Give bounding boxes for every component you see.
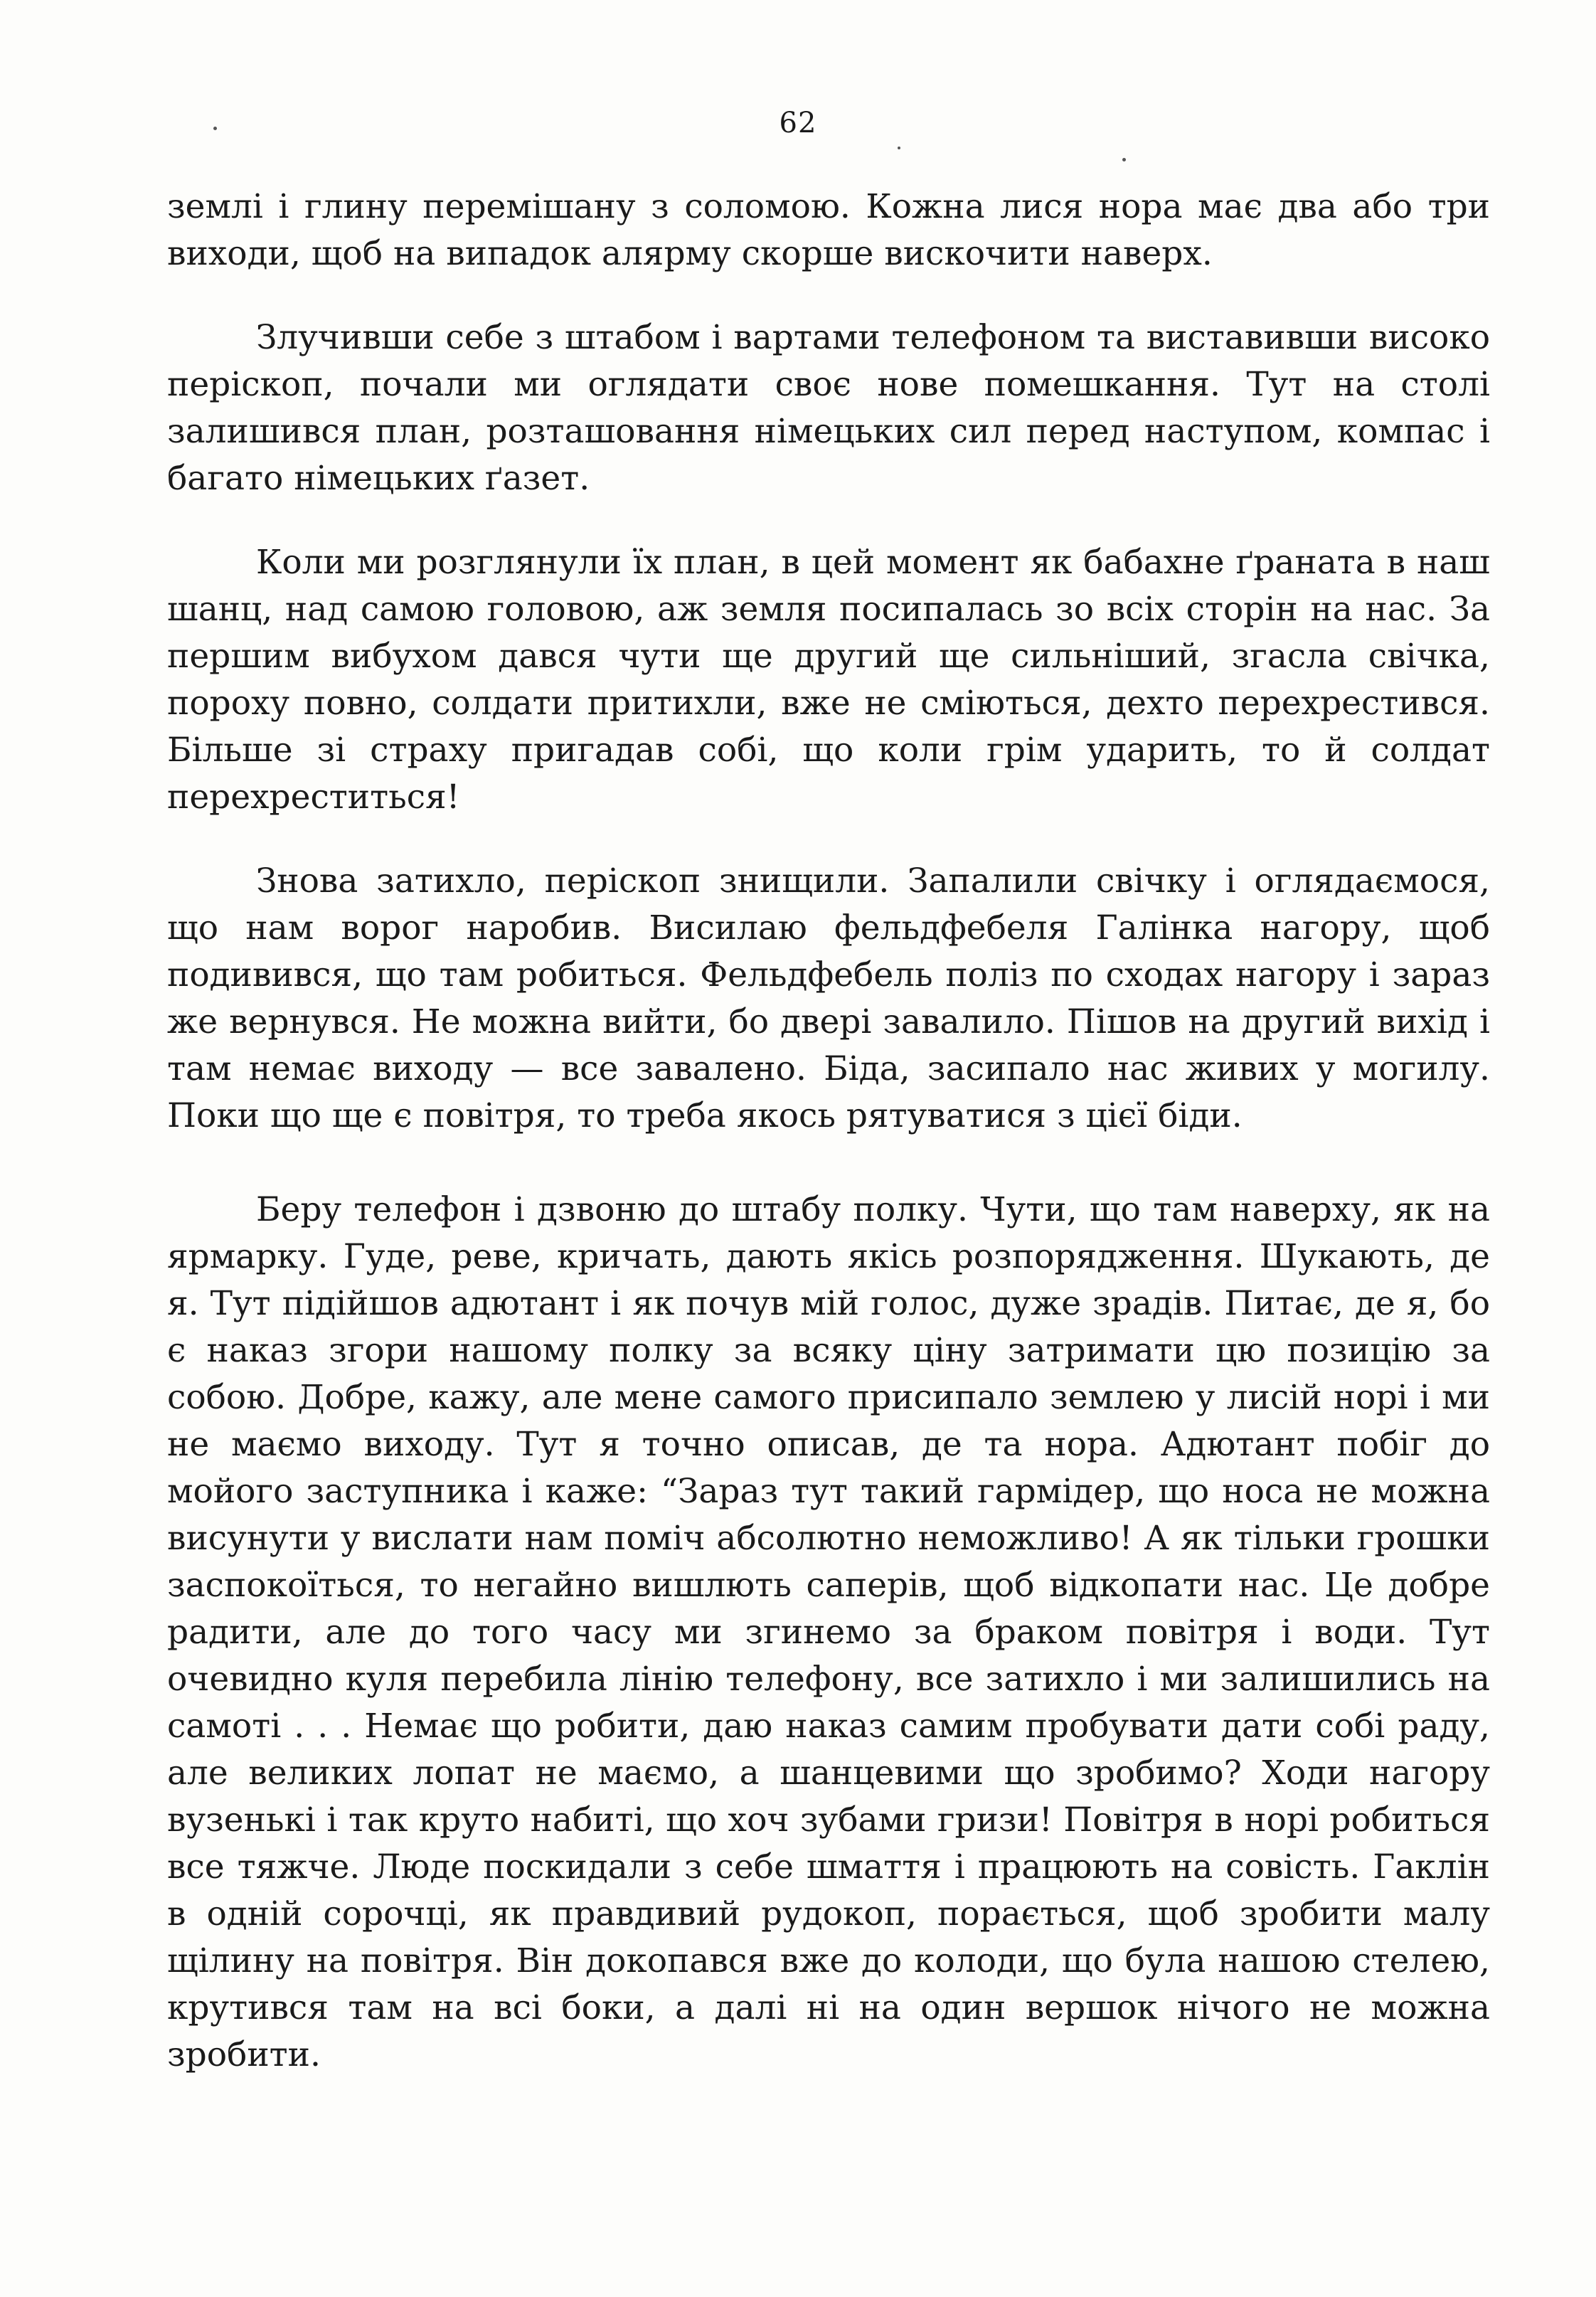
body-text xyxy=(167,184,1490,2079)
paragraph: Коли ми розглянули їх план, в цей момент як бабахне ґраната в наш шанц, над самою головою, аж земля посипалась зо всіх сторін на нас. За першим вибухом дався чути ще другий ще сильніший, згасла свічка, пороху повно, солдати притихли, вже не сміються, дехто перехрестився. Більше зі страху пригадав собі, що коли грім ударить, то й солдат перехреститься! xyxy=(167,543,1490,817)
paragraph-continuation: землі і глину перемішану з соломою. Кожна лися нора має два або три виходи, щоб на випадок алярму скорше вискочити наверх. xyxy=(167,187,1490,273)
print-speck xyxy=(898,147,900,149)
paragraph: Беру телефон і дзвоню до штабу полку. Чути, що там наверху, як на ярмарку. Гуде, реве, кричать, дають якісь розпорядження. Шукають, де я. Тут підійшов адютант і як почув мій голос, дуже зрадів. Питає, де я, бо є наказ згори нашому полку за всяку ціну затримати цю позицію за собою. Добре, кажу, але мене самого присипало землею у лисій норі і ми не маємо виходу. Тут я точно описав, де та нора. Адютант побіг до мойого заступника і каже: “Зараз тут такий гармідер, що носа не можна висунути у вислати нам поміч абсолютно неможливо! А як тільки грошки заспокоїться, то негайно вишлють саперів, щоб відкопати нас. Це добре радити, але до того часу ми згинемо за браком повітря і води. Тут очевидно куля перебила лінію телефону, все затихло і ми залишились на самоті . . . Немає що робити, даю наказ самим пробувати дати собі раду, але великих лопат не маємо, а шанцевими що зробимо? Ходи нагору вузенькі і так круто набиті, що хоч зубами гризи! Повітря в норі робиться все тяжче. Люде поскидали з себе шмаття і працюють на совість. Гаклін в одній сорочці, як правдивий рудокоп, порається, щоб зробити малу щілину на повітря. Він докопався вже до колоди, що була нашою стелею, крутився там на всі боки, а далі ні на один вершок нічого не можна зробити. xyxy=(167,1190,1490,2074)
paragraph: Знова затихло, періскоп знищили. Запалили свічку і оглядаємося, що нам ворог наробив. Висилаю фельдфебеля Галінка нагору, щоб подивився, що там робиться. Фельдфебель поліз по сходах нагору і зараз же вернувся. Не можна вийти, бо двері завалило. Пішов на другий вихід і там немає виходу — все завалено. Біда, засипало нас живих у могилу. Поки що ще є повітря, то треба якось рятуватися з цієї біди. xyxy=(167,861,1490,1135)
print-speck xyxy=(1122,158,1126,161)
paragraph: Злучивши себе з штабом і вартами телефоном та виставивши високо періскоп, почали ми оглядати своє нове помешкання. Тут на столі залишився план, розташовання німецьких сил перед наступом, компас і багато німецьких ґазет. xyxy=(167,318,1490,498)
page-number: 62 xyxy=(779,107,817,139)
